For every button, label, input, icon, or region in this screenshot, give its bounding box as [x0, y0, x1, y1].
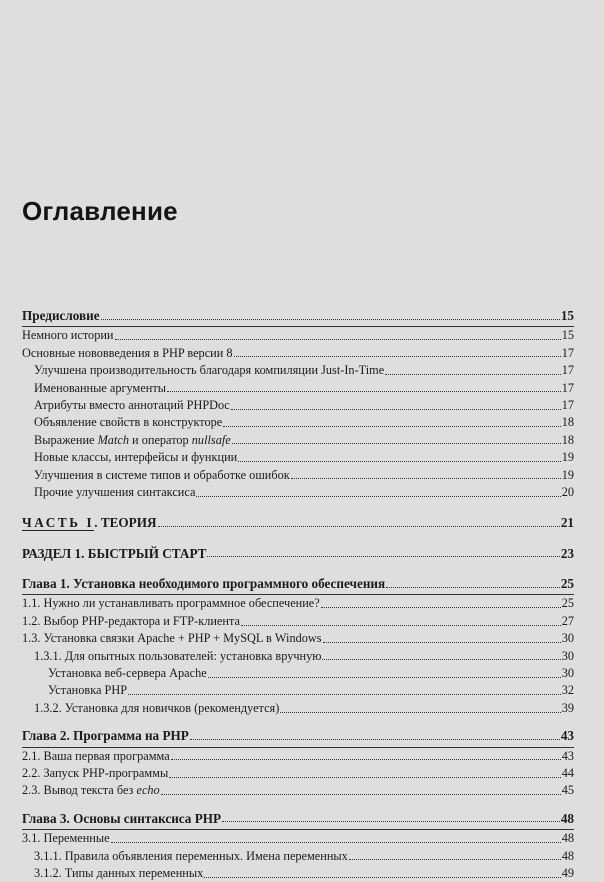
toc-entry [22, 467, 574, 484]
toc-entry-label: 1.3.1. Для опытных пользователей: установка вручную [34, 648, 322, 663]
toc-entry-page: 48 [560, 810, 574, 826]
toc-entry-page: 48 [561, 831, 574, 846]
table-of-contents [22, 307, 574, 882]
dot-leader [111, 841, 561, 843]
toc-entry-page: 23 [560, 545, 574, 561]
toc-entry [22, 414, 574, 431]
toc-entry-text: Выражение [34, 432, 98, 447]
toc-entry-page: 44 [561, 765, 574, 780]
dot-leader [241, 624, 561, 626]
toc-entry [22, 648, 574, 665]
toc-entry-page: 30 [561, 666, 574, 681]
toc-entry [22, 327, 574, 344]
toc-entry [22, 865, 574, 882]
toc-entry-page: 49 [561, 865, 574, 880]
toc-entry-label: 2.2. Запуск PHP-программы [22, 765, 169, 780]
toc-entry-label: 3.1. Переменные [22, 831, 110, 846]
toc-entry [22, 682, 574, 699]
dot-leader [386, 586, 560, 588]
toc-entry-label: Немного истории [22, 328, 114, 343]
toc-entry-label: Улучшения в системе типов и обработке ошибок [34, 467, 290, 482]
toc-entry-chapter [22, 810, 574, 827]
toc-entry-page: 30 [561, 648, 574, 663]
toc-entry [22, 397, 574, 414]
toc-entry-italic-text: nullsafe [191, 432, 231, 447]
toc-entry-page: 27 [561, 613, 574, 628]
dot-leader [101, 318, 560, 320]
toc-entry-label: Улучшена производительность благодаря компиляции Just-In-Time [34, 363, 385, 378]
dot-leader [208, 676, 561, 678]
toc-entry-label: Атрибуты вместо аннотаций PHPDoc [34, 397, 230, 412]
dot-leader [223, 425, 560, 427]
toc-entry-label: РАЗДЕЛ 1. БЫСТРЫЙ СТАРТ [22, 545, 207, 561]
toc-entry-chapter [22, 727, 574, 744]
toc-entry-label: 3.1.1. Правила объявления переменных. Имена переменных [34, 848, 348, 863]
toc-entry-label: Глава 1. Установка необходимого программного обеспечения [22, 576, 386, 592]
dot-leader [161, 793, 561, 795]
toc-entry-label: Основные нововведения в PHP версии 8 [22, 345, 233, 360]
dot-leader [158, 525, 560, 527]
toc-entry [22, 380, 574, 397]
toc-entry-page: 43 [561, 748, 574, 763]
toc-entry-page: 18 [561, 432, 574, 447]
toc-entry-italic-text: echo [136, 783, 160, 798]
dot-leader [280, 711, 560, 713]
toc-entry [22, 700, 574, 717]
dot-leader [207, 555, 559, 557]
toc-entry-label [22, 782, 160, 799]
toc-entry-page: 15 [561, 328, 574, 343]
toc-entry-label: 1.3.2. Установка для новичков (рекомендуется) [34, 700, 280, 715]
toc-entry-label: 1.2. Выбор PHP-редактора и FTP-клиента [22, 613, 240, 628]
dot-leader [234, 355, 561, 357]
toc-entry [22, 765, 574, 782]
dot-leader [349, 858, 561, 860]
toc-entry-page: 17 [561, 363, 574, 378]
toc-entry-part [22, 514, 574, 531]
toc-entry-page: 25 [560, 576, 574, 592]
dot-leader [291, 477, 561, 479]
toc-entry-page: 43 [560, 728, 574, 744]
dot-leader [167, 390, 561, 392]
toc-entry-page: 25 [561, 596, 574, 611]
toc-part-title: . ТЕОРИЯ [94, 515, 157, 531]
toc-entry-page: 30 [561, 631, 574, 646]
toc-entry [22, 665, 574, 682]
toc-entry-label [22, 514, 157, 531]
toc-entry-page: 32 [561, 683, 574, 698]
toc-entry-label: Новые классы, интерфейсы и функции [34, 450, 238, 465]
toc-entry-label: 1.3. Установка связки Apache + PHP + MySQL в Windows [22, 631, 322, 646]
toc-entry-label: 2.1. Ваша первая программа [22, 748, 170, 763]
dot-leader [231, 408, 561, 410]
toc-entry [22, 748, 574, 765]
dot-leader [190, 738, 560, 740]
toc-entry-label: Объявление свойств в конструкторе [34, 415, 223, 430]
toc-entry-page: 21 [560, 515, 574, 531]
toc-entry [22, 613, 574, 630]
toc-entry-italic-text: Match [97, 432, 129, 447]
toc-entry-page: 20 [561, 484, 574, 499]
toc-entry-page: 48 [561, 848, 574, 863]
dot-leader [196, 495, 560, 497]
toc-entry [22, 449, 574, 466]
toc-entry-preface [22, 307, 574, 324]
toc-entry-page: 17 [561, 380, 574, 395]
toc-entry-label: 3.1.2. Типы данных переменных [34, 865, 204, 880]
toc-entry-label: Глава 2. Программа на PHP [22, 728, 189, 744]
toc-entry-label: Именованные аргументы [34, 380, 166, 395]
toc-entry [22, 432, 574, 449]
toc-entry [22, 830, 574, 847]
toc-entry-page: 39 [561, 700, 574, 715]
dot-leader [222, 820, 560, 822]
toc-entry-section [22, 545, 574, 562]
dot-leader [322, 658, 560, 660]
dot-leader [171, 758, 561, 760]
dot-leader [321, 606, 561, 608]
dot-leader [115, 338, 561, 340]
toc-entry-page: 45 [561, 783, 574, 798]
toc-entry-page: 19 [561, 450, 574, 465]
toc-entry-text: и оператор [128, 432, 192, 447]
toc-entry-page: 18 [561, 415, 574, 430]
toc-part-number: ЧАСТЬ I [22, 515, 95, 531]
dot-leader [128, 693, 561, 695]
dot-leader [323, 641, 561, 643]
toc-entry-label: Установка PHP [48, 683, 128, 698]
toc-entry-text: 2.3. Вывод текста без [22, 783, 137, 798]
toc-entry [22, 484, 574, 501]
toc-entry-label: Предисловие [22, 308, 100, 323]
toc-entry [22, 630, 574, 647]
toc-entry-page: 17 [561, 397, 574, 412]
toc-entry-label: Прочие улучшения синтаксиса [34, 484, 196, 499]
dot-leader [169, 776, 560, 778]
dot-leader [385, 373, 561, 375]
page-title: Оглавление [22, 196, 178, 226]
dot-leader [232, 442, 561, 444]
toc-entry-page: 15 [560, 308, 574, 323]
toc-entry-label [34, 432, 231, 449]
toc-entry-label: 1.1. Нужно ли устанавливать программное обеспечение? [22, 596, 320, 611]
dot-leader [238, 460, 560, 462]
toc-entry [22, 595, 574, 612]
toc-entry-label: Глава 3. Основы синтаксиса PHP [22, 810, 222, 826]
toc-entry [22, 345, 574, 362]
toc-entry [22, 782, 574, 799]
toc-entry-page: 17 [561, 345, 574, 360]
toc-entry-label: Установка веб-сервера Apache [48, 666, 207, 681]
toc-entry-chapter [22, 575, 574, 592]
toc-entry [22, 362, 574, 379]
toc-entry-page: 19 [561, 467, 574, 482]
toc-entry [22, 848, 574, 865]
